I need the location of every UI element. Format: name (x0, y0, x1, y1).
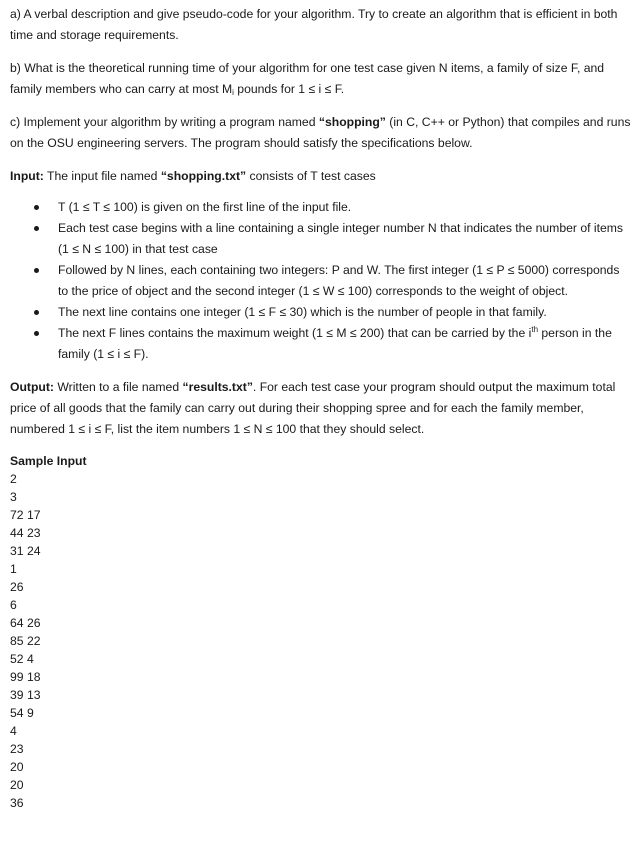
sample-line: 44 23 (10, 526, 41, 540)
part-c-pre: c) Implement your algorithm by writing a program named (10, 115, 319, 129)
program-name: “shopping” (318, 115, 386, 129)
sample-line: 20 (10, 760, 24, 774)
part-b-paragraph (10, 58, 632, 100)
input-post: consists of T test cases (246, 169, 376, 183)
input-pre: The input file named (43, 169, 161, 183)
bullet-icon (34, 205, 39, 210)
bullet-text: Followed by N lines, each containing two integers: P and W. The first integer (1 ≤ P ≤ 5000) corresponds to the price of object and the second integer (1 ≤ W ≤ 100) corresponds to the weight of object. (58, 263, 620, 298)
input-spec-list (10, 197, 632, 365)
bullet-text-post: person in the family (1 ≤ i ≤ F). (58, 326, 612, 361)
bullet-icon (34, 268, 39, 273)
part-c-post: (in C, C++ or Python) that compiles and runs on the OSU engineering servers. The program should satisfy the specifications below. (10, 115, 631, 150)
sample-line: 3 (10, 490, 17, 504)
sample-line: 31 24 (10, 544, 41, 558)
bullet-text-pre: The next F lines contains the maximum weight (1 ≤ M ≤ 200) that can be carried by the i (58, 326, 532, 340)
sample-line: 72 17 (10, 508, 41, 522)
sample-line: 99 18 (10, 670, 41, 684)
sample-line: 20 (10, 778, 24, 792)
list-item (30, 302, 632, 323)
part-a-paragraph: a) A verbal description and give pseudo-code for your algorithm. Try to create an algorithm that is efficient in both time and storage requirements. (10, 7, 618, 42)
input-file-name: “shopping.txt” (160, 169, 247, 183)
part-b-end: pounds for 1 ≤ i ≤ F. (233, 82, 345, 96)
sample-input-title: Sample Input (10, 454, 87, 468)
part-c-paragraph (10, 112, 632, 154)
part-b-subscript: i (232, 88, 234, 97)
sample-line: 26 (10, 580, 24, 594)
output-label: Output: (10, 380, 54, 394)
list-item (30, 197, 632, 218)
list-item (30, 218, 632, 260)
sample-line: 52 4 (10, 652, 34, 666)
output-post: . For each test case your program should output the maximum total price of all goods that the family can carry out during their shopping spree and for each the family member, numbered 1 ≤ i ≤ F, list the item numbers 1 ≤ N ≤ 100 that they should select. (10, 380, 616, 436)
output-pre: Written to a file named (54, 380, 183, 394)
output-file-name: “results.txt” (182, 380, 253, 394)
bullet-superscript: th (531, 325, 539, 334)
bullet-icon (34, 331, 39, 336)
sample-line: 39 13 (10, 688, 41, 702)
sample-line: 85 22 (10, 634, 41, 648)
bullet-icon (34, 226, 39, 231)
sample-line: 64 26 (10, 616, 41, 630)
sample-input-block (10, 470, 632, 812)
sample-line: 54 9 (10, 706, 34, 720)
bullet-icon (34, 310, 39, 315)
input-paragraph (10, 166, 632, 187)
sample-line: 2 (10, 472, 17, 486)
sample-line: 36 (10, 796, 24, 810)
input-label: Input: (10, 169, 44, 183)
sample-line: 6 (10, 598, 17, 612)
list-item (30, 323, 632, 365)
bullet-text: The next line contains one integer (1 ≤ F ≤ 30) which is the number of people in that family. (58, 305, 547, 319)
bullet-text: T (1 ≤ T ≤ 100) is given on the first line of the input file. (58, 200, 352, 214)
bullet-text: Each test case begins with a line containing a single integer number N that indicates the number of items (1 ≤ N ≤ 100) in that test case (58, 221, 624, 256)
output-paragraph (10, 377, 632, 440)
sample-line: 4 (10, 724, 17, 738)
sample-line: 23 (10, 742, 24, 756)
sample-line: 1 (10, 562, 17, 576)
list-item (30, 260, 632, 302)
part-b-text: b) What is the theoretical running time of your algorithm for one test case given N items, a family of size F, and family members who can carry at most M (10, 61, 605, 96)
